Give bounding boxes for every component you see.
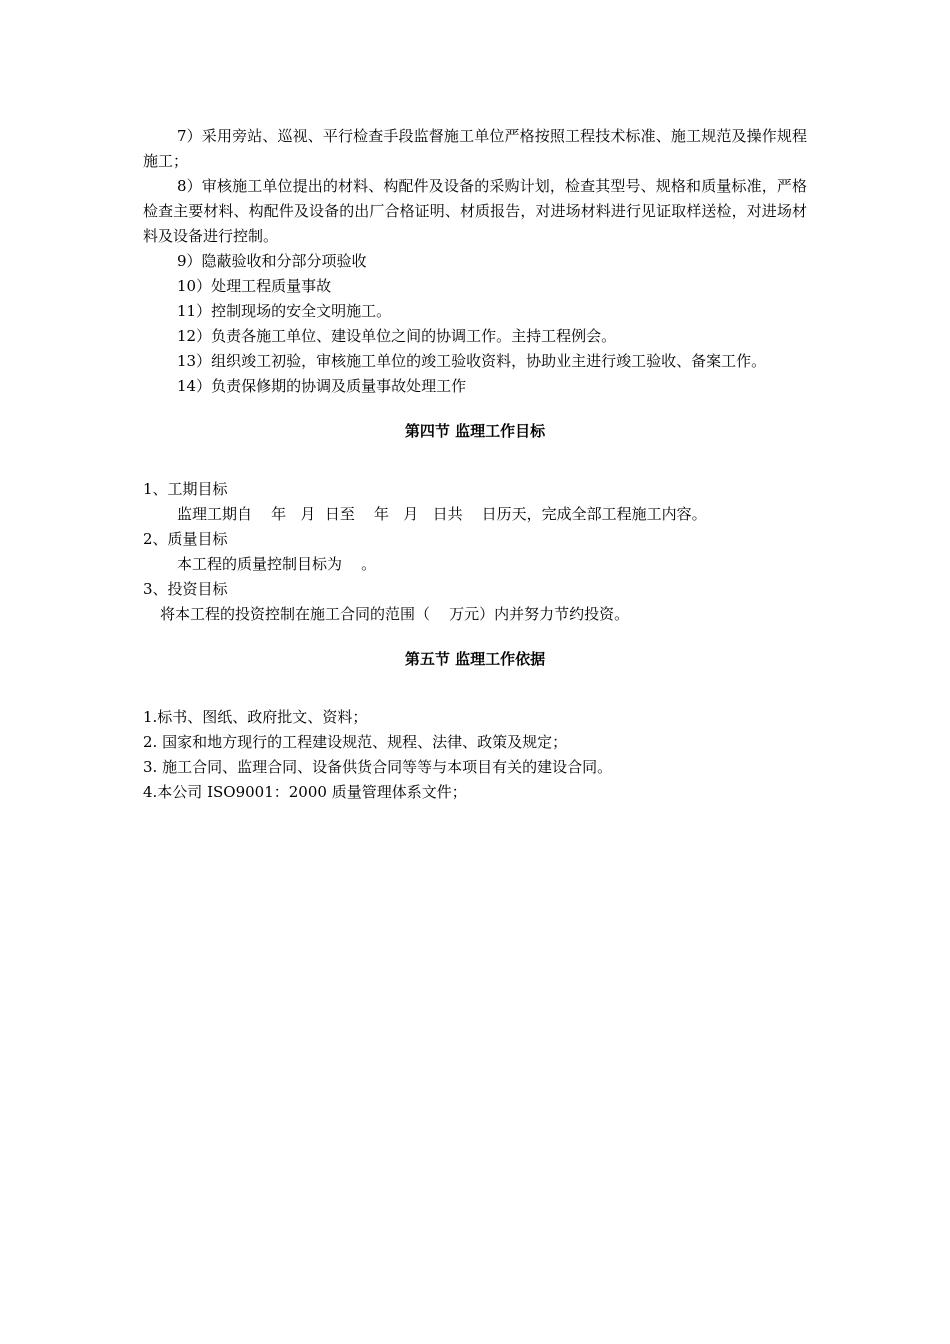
investment-goal-text: 将本工程的投资控制在施工合同的范围（ 万元）内并努力节约投资。 (160, 605, 630, 623)
basis-item-1: 1.标书、图纸、政府批文、资料； (143, 708, 368, 726)
duty-item-11: 11）控制现场的安全文明施工。 (177, 302, 392, 320)
basis-item-3: 3. 施工合同、监理合同、设备供货合同等等与本项目有关的建设合同。 (143, 758, 613, 776)
duty-item-9: 9）隐蔽验收和分部分项验收 (177, 252, 367, 270)
quality-goal-heading: 2、质量目标 (143, 530, 228, 548)
schedule-goal-text: 监理工期自 年 月 日至 年 月 日共 日历天，完成全部工程施工内容。 (177, 505, 707, 523)
duty-item-7: 7）采用旁站、巡视、平行检查手段监督施工单位严格按照工程技术标准、施工规范及操作规程施工； (143, 127, 807, 170)
duty-item-8: 8）审核施工单位提出的材料、构配件及设备的采购计划，检查其型号、规格和质量标准，严格检查主要材料、构配件及设备的出厂合格证明、材质报告，对进场材料进行见证取样送检，对进场材料及设备进行控制。 (143, 177, 807, 245)
duty-item-12: 12）负责各施工单位、建设单位之间的协调工作。主持工程例会。 (177, 327, 617, 345)
duty-item-10: 10）处理工程质量事故 (177, 277, 332, 295)
investment-goal-heading: 3、投资目标 (143, 580, 228, 598)
schedule-goal-heading: 1、工期目标 (143, 480, 228, 498)
quality-goal-text: 本工程的质量控制目标为 。 (177, 555, 377, 573)
duty-item-14: 14）负责保修期的协调及质量事故处理工作 (177, 377, 467, 395)
document-page (143, 124, 807, 805)
basis-item-4: 4.本公司 ISO9001：2000 质量管理体系文件； (143, 783, 467, 801)
section-5-title: 第五节 监理工作依据 (404, 650, 546, 668)
section-4-title: 第四节 监理工作目标 (404, 422, 546, 440)
duty-item-13: 13）组织竣工初验，审核施工单位的竣工验收资料，协助业主进行竣工验收、备案工作。 (177, 352, 767, 370)
basis-item-2: 2. 国家和地方现行的工程建设规范、规程、法律、政策及规定； (143, 733, 568, 751)
